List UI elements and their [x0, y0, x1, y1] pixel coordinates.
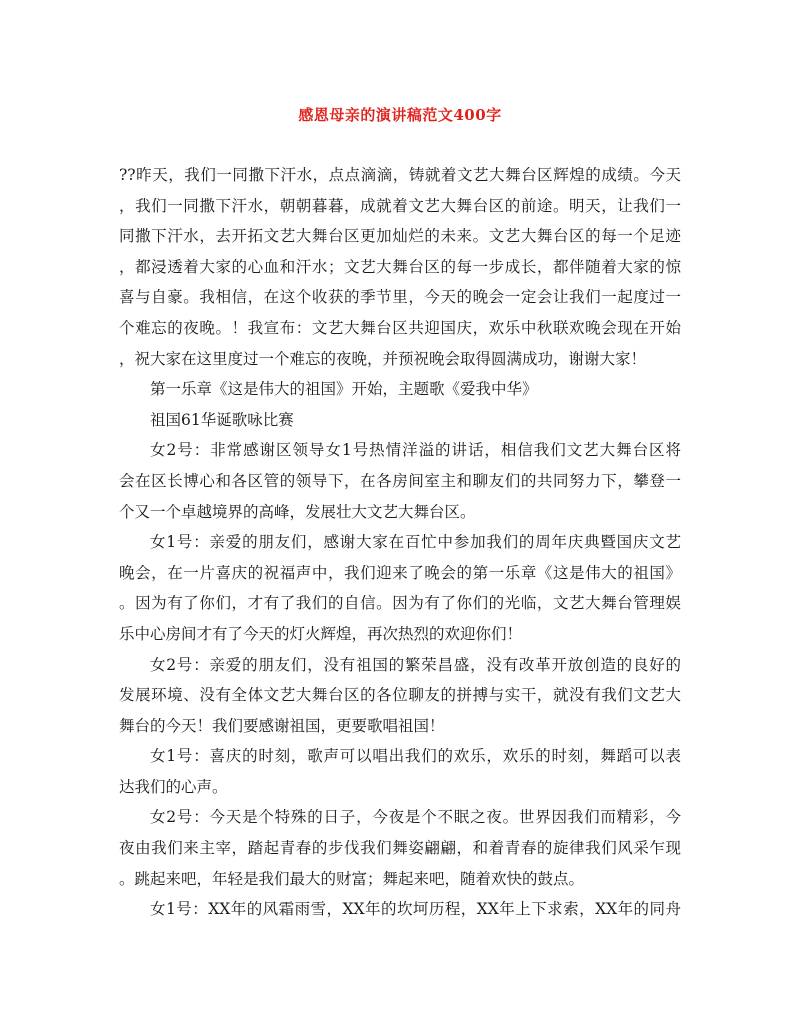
text-line: 祖国61华诞歌咏比赛 [150, 410, 294, 429]
text-line: 女1号：亲爱的朋友们，感谢大家在百忙中参加我们的周年庆典暨国庆文艺 [150, 533, 681, 552]
text-line: 发展环境、没有全体文艺大舞台区的各位聊友的拼搏与实干，就没有我们文艺大 [119, 686, 681, 705]
text-line: 会在区长博心和各区管的领导下，在各房间室主和聊友们的共同努力下，攀登一 [119, 471, 681, 490]
text-line: ，都浸透着大家的心血和汗水；文艺大舞台区的每一步成长，都伴随着大家的惊 [119, 257, 681, 276]
document-title: 感恩母亲的演讲稿范文400字 [298, 106, 502, 124]
text-line: 夜由我们来主宰，踏起青春的步伐我们舞姿翩翩，和着青春的旋律我们风采乍现 [119, 839, 681, 858]
text-line: 个难忘的夜晚。！我宣布：文艺大舞台区共迎国庆，欢乐中秋联欢晚会现在开始 [119, 318, 681, 337]
text-line: 个又一个卓越境界的高峰，发展壮大文艺大舞台区。 [119, 502, 476, 521]
text-line: 女1号：XX年的风霜雨雪，XX年的坎坷历程，XX年上下求索，XX年的同舟 [150, 900, 681, 919]
text-line: ，我们一同撒下汗水，朝朝暮暮，成就着文艺大舞台区的前途。明天，让我们一 [119, 196, 681, 215]
text-line: 同撒下汗水，去开拓文艺大舞台区更加灿烂的未来。文艺大舞台区的每一个足迹 [119, 227, 681, 246]
text-line: 女2号：非常感谢区领导女1号热情洋溢的讲话，相信我们文艺大舞台区将 [150, 441, 681, 460]
text-line: ，祝大家在这里度过一个难忘的夜晚，并预祝晚会取得圆满成功，谢谢大家！ [119, 349, 647, 368]
text-line: 乐中心房间才有了今天的灯火辉煌，再次热烈的欢迎你们！ [119, 624, 523, 643]
text-line: ??昨天，我们一同撒下汗水，点点滴滴，铸就着文艺大舞台区辉煌的成绩。今天 [119, 166, 681, 184]
text-line: 舞台的今天！我们要感谢祖国，更要歌唱祖国！ [119, 716, 445, 735]
document-body [119, 160, 681, 925]
text-line: 女1号：喜庆的时刻，歌声可以唱出我们的欢乐，欢乐的时刻，舞蹈可以表 [150, 747, 681, 766]
text-line: 。因为有了你们，才有了我们的自信。因为有了你们的光临，文艺大舞台管理娱 [119, 594, 681, 613]
text-line: 晚会，在一片喜庆的祝福声中，我们迎来了晚会的第一乐章《这是伟大的祖国》 [119, 563, 681, 582]
text-line: 第一乐章《这是伟大的祖国》开始，主题歌《爱我中华》 [150, 380, 538, 399]
text-line: 。跳起来吧，年轻是我们最大的财富；舞起来吧，随着欢快的鼓点。 [119, 869, 585, 888]
text-line: 女2号：亲爱的朋友们，没有祖国的繁荣昌盛，没有改革开放创造的良好的 [150, 655, 681, 674]
text-line: 女2号：今天是个特殊的日子，今夜是个不眠之夜。世界因我们而精彩，今 [150, 808, 681, 827]
text-line: 喜与自豪。我相信，在这个收获的季节里，今天的晚会一定会让我们一起度过一 [119, 288, 681, 307]
text-line: 达我们的心声。 [119, 777, 228, 796]
